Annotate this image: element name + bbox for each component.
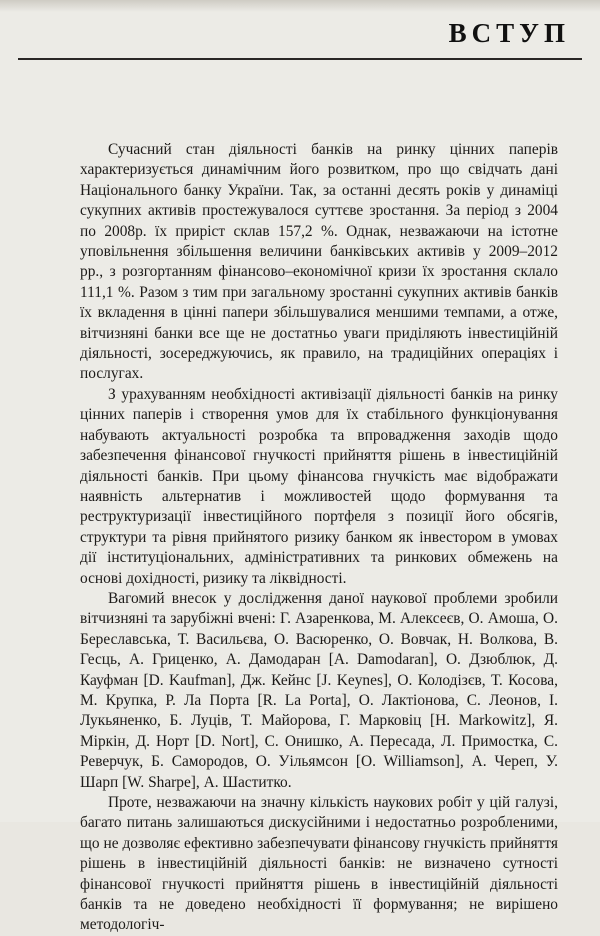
- header-rule: [18, 58, 582, 60]
- body-text: [80, 140, 558, 936]
- paragraph: Сучасний стан діяльності банків на ринку цінних паперів характеризується динамічним його розвитком, про що свідчать дані Національного банку України. Так, за останні десять років у динаміці сукупних активів простежувалося суттєве зростання. За період з 2004 по 2008р. їх приріст склав 157,2 %. Однак, незважаючи на істотне уповільнення збільшення величини банківських активів у 2009–2012 рр., з розгортанням фінансово–економічної кризи їх зростання склало 111,1 %. Разом з тим при загальному зростанні сукупних активів банків їх вкладення в цінні папери збільшувалися меншими темпами, а отже, вітчизняні банки все ще не достатньо уваги приділяють інвестиційній діяльності, зосереджуючись, як правило, на традиційних операціях і послугах.: [80, 141, 558, 383]
- scan-edge: [0, 0, 600, 12]
- paragraph: Вагомий внесок у дослідження даної наукової проблеми зробили вітчизняні та зарубіжні вчені: Г. Азаренкова, М. Алексеєв, О. Амоша, О. Береславська, Т. Васильєва, О. Васюренко, О. Вовчак, Н. Волкова, В. Гесць, А. Гриценко, А. Дамодаран [A. Damodaran], О. Дзюблюк, Д. Кауфман [D. Kaufman], Дж. Кейнс [J. Keynes], О. Колодізєв, Т. Косова, М. Крупка, Р. Ла Порта [R. La Porta], О. Лактіонова, С. Леонов, І. Лукьяненко, Б. Луців, Т. Майорова, Г. Марковіц [H. Markowitz], Я. Міркін, Д. Норт [D. Nort], С. Онишко, А. Пересада, Л. Примостка, С. Реверчук, Б. Самородов, О. Уільямсон [O. Williamson], А. Череп, У. Шарп [W. Sharpe], А. Шаститко.: [80, 589, 558, 791]
- page-header: [18, 16, 582, 56]
- paragraph: З урахуванням необхідності активізації діяльності банків на ринку цінних паперів і створення умов для їх стабільного функціонування набувають актуальності розробка та впровадження заходів щодо забезпечення фінансової гнучкості прийняття рішень в інвестиційній діяльності банків. При цьому фінансова гнучкість має відображати наявність альтернатив і можливостей щодо формування та реструктуризації інвестиційного портфеля з позиції його обсягів, структури та рівня прийнятого ризику банком як інвестором в умовах дії інституціональних, адміністративних та ринкових обмежень на основі дохідності, ризику та ліквідності.: [80, 385, 558, 587]
- section-title: ВСТУП: [448, 18, 570, 48]
- paragraph: Проте, незважаючи на значну кількість наукових робіт у цій галузі, багато питань залишаються дискусійними і недостатньо розробленими, що не дозволяє ефективно забезпечувати фінансову гнучкість прийняття рішень в інвестиційній діяльності банків: не визначено сутності фінансової гнучкості прийняття рішень в інвестиційній діяльності банків та не доведено необхідності її формування; не вирішено методологіч-: [80, 794, 558, 934]
